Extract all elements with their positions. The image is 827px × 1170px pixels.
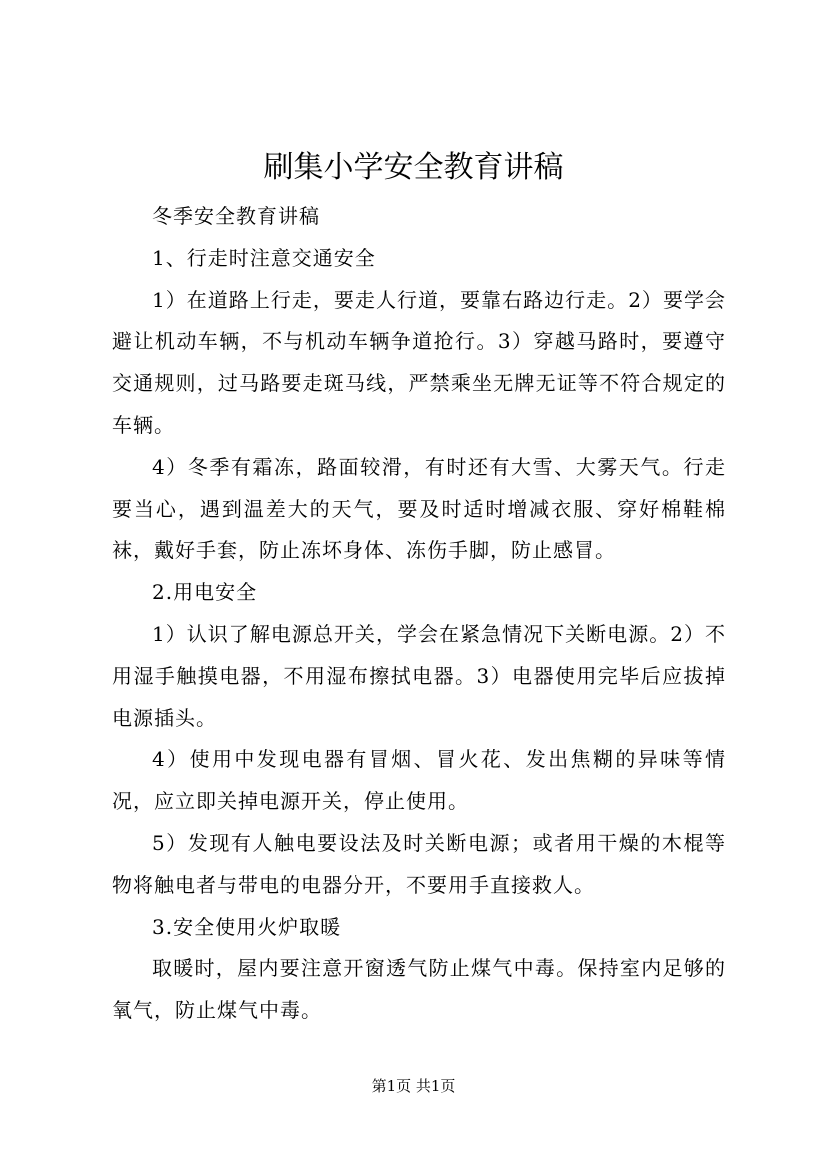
document-body: [112, 196, 726, 1032]
section-heading-heating: 3.安全使用火炉取暖: [152, 914, 342, 939]
paragraph: 1）认识了解电源总开关，学会在紧急情况下关断电源。2）不用湿手触摸电器，不用湿布擦拭电器。3）电器使用完毕后应拔掉电源插头。: [112, 621, 726, 730]
page-footer: 第1页 共1页: [371, 1077, 456, 1095]
paragraph: 5）发现有人触电要设法及时关断电源；或者用干燥的木棍等物将触电者与带电的电器分开，不要用手直接救人。: [112, 830, 726, 897]
paragraph: 取暖时，屋内要注意开窗透气防止煤气中毒。保持室内足够的氧气，防止煤气中毒。: [112, 956, 726, 1023]
paragraph: 1）在道路上行走，要走人行道，要靠右路边行走。2）要学会避让机动车辆，不与机动车辆争道抢行。3）穿越马路时，要遵守交通规则，过马路要走斑马线，严禁乘坐无牌无证等不符合规定的车辆。: [112, 287, 726, 437]
document-title: 刷集小学安全教育讲稿: [263, 150, 564, 185]
section-heading-electricity: 2.用电安全: [152, 580, 258, 605]
paragraph-subtitle: 冬季安全教育讲稿: [152, 204, 320, 228]
section-heading-traffic: 1、行走时注意交通安全: [152, 245, 376, 270]
paragraph: 4）使用中发现电器有冒烟、冒火花、发出焦糊的异味等情况，应立即关掉电源开关，停止使用。: [112, 747, 726, 814]
paragraph: 4）冬季有霜冻，路面较滑，有时还有大雪、大雾天气。行走要当心，遇到温差大的天气，要及时适时增减衣服、穿好棉鞋棉袜，戴好手套，防止冻坏身体、冻伤手脚，防止感冒。: [112, 454, 726, 563]
